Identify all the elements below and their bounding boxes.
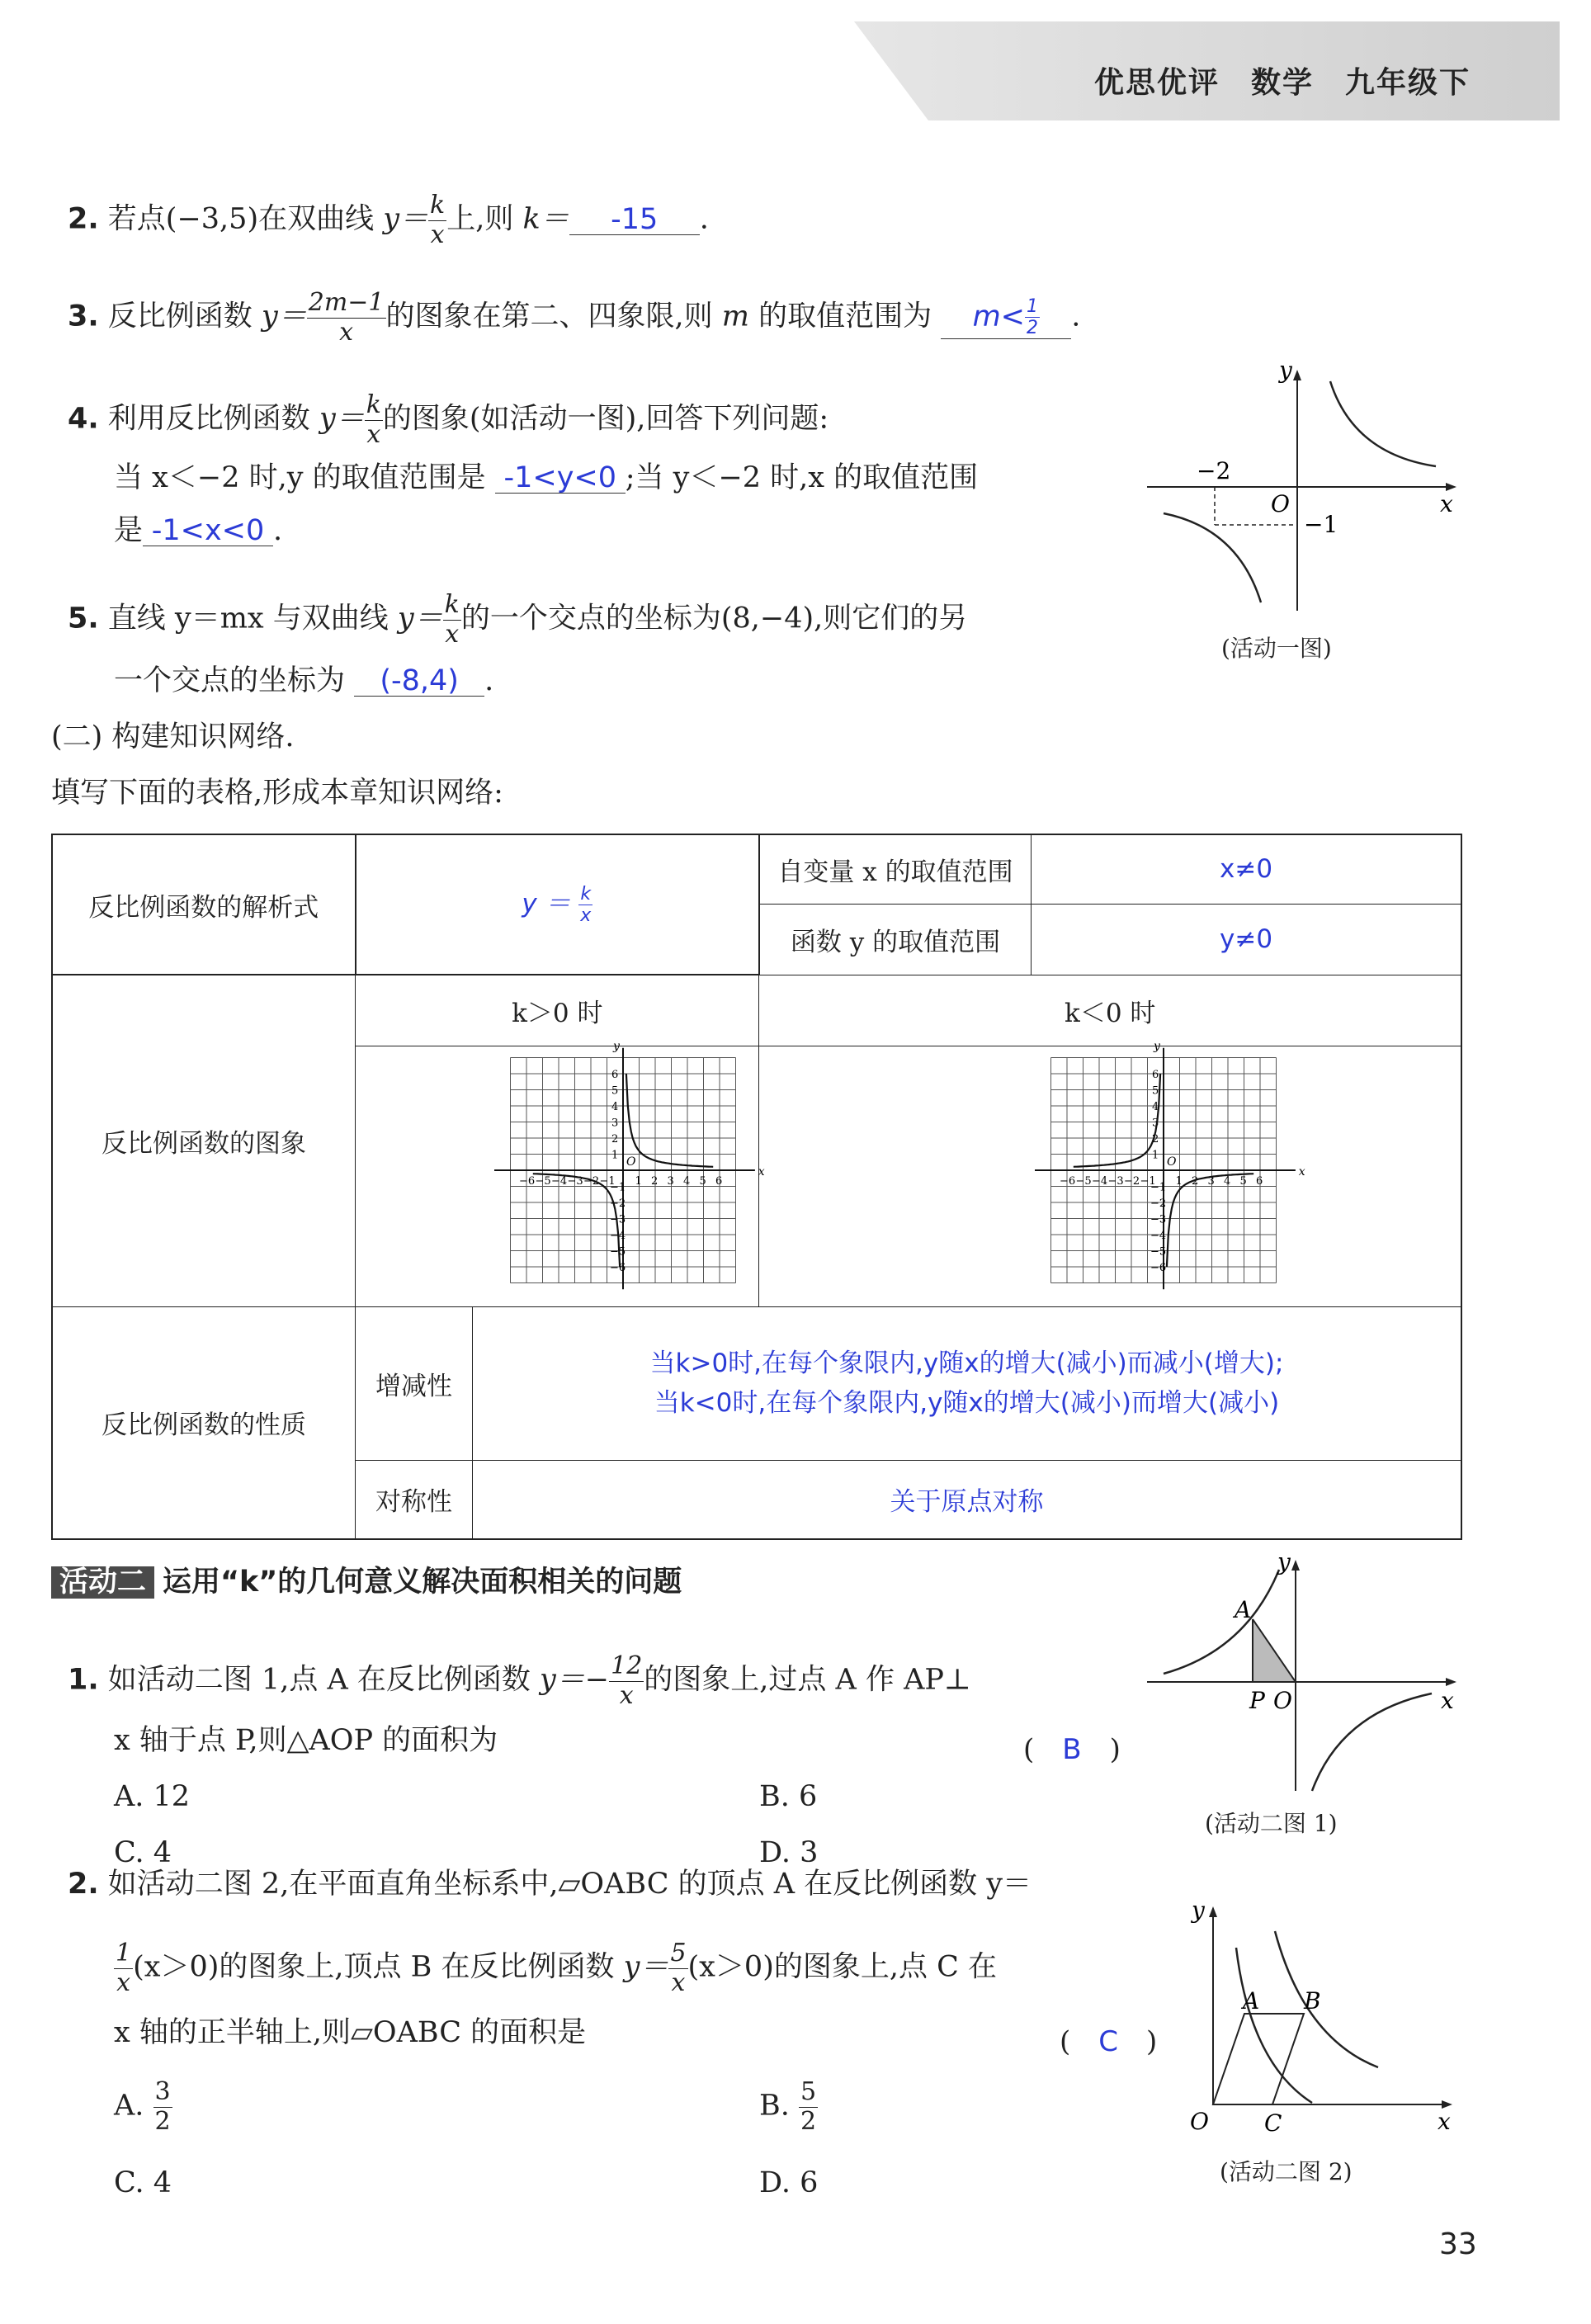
fig2-point-p: P bbox=[1249, 1687, 1265, 1714]
fig2-point-a: A bbox=[1235, 1596, 1252, 1623]
tick-label: 6 bbox=[715, 1175, 723, 1188]
figure-activity-2-1 bbox=[1139, 1548, 1469, 1799]
a2q1-option-a: A. 12 bbox=[114, 1780, 191, 1813]
fig2-y-label: y bbox=[1277, 1548, 1291, 1575]
question-5-line2: 一个交点的坐标为 (-8,4) . bbox=[114, 664, 494, 697]
fig3-origin: O bbox=[1190, 2108, 1209, 2135]
fig3-point-c: C bbox=[1264, 2109, 1282, 2137]
answer-q3[interactable]: m< $\frac{1}{2}$ bbox=[972, 295, 1038, 338]
a2q2-option-a: A. $\frac{3}{2}$ bbox=[114, 2077, 171, 2136]
range-label: 函数 y 的取值范围 bbox=[759, 904, 1032, 975]
fig1-tick-x: −2 bbox=[1197, 457, 1231, 484]
a2q2-answer-bracket: ( C ) bbox=[1060, 2025, 1158, 2058]
figure-activity-2-2 bbox=[1172, 1898, 1469, 2137]
tick-label: 1 bbox=[611, 1149, 619, 1162]
y-label: y bbox=[1154, 1039, 1160, 1053]
fig1-origin: O bbox=[1271, 490, 1290, 517]
tick-label: −1 bbox=[1150, 1181, 1167, 1194]
a2-question-1-line2: x 轴于点 P,则△AOP 的面积为 bbox=[114, 1724, 498, 1757]
tick-label: −4 bbox=[610, 1230, 626, 1242]
a2q1-option-d: D. 3 bbox=[759, 1836, 819, 1869]
tick-label: −4 bbox=[1092, 1175, 1108, 1188]
graph-k-negative bbox=[999, 1039, 1329, 1304]
tick-label: −4 bbox=[1150, 1230, 1167, 1242]
answer-monotonicity-1[interactable]: 当k>0时,在每个象限内,y随x的增大(减小)而减小(增大); bbox=[649, 1348, 1284, 1378]
row-formula-label: 反比例函数的解析式 bbox=[52, 834, 356, 975]
fig2-caption: (活动二图 1) bbox=[1205, 1810, 1338, 1837]
mono-label: 增减性 bbox=[356, 1306, 473, 1460]
tick-label: −1 bbox=[599, 1175, 616, 1188]
tick-label: −5 bbox=[1150, 1245, 1167, 1259]
tick-label: −2 bbox=[610, 1197, 626, 1210]
graph-k-positive bbox=[458, 1039, 788, 1304]
answer-symmetry[interactable]: 关于原点对称 bbox=[890, 1487, 1044, 1518]
header-title: 优思优评 数学 九年级下 bbox=[1093, 66, 1471, 100]
fig1-caption: (活动一图) bbox=[1221, 635, 1332, 662]
a2q2-option-d: D. 6 bbox=[759, 2166, 819, 2199]
tick-label: −4 bbox=[551, 1175, 568, 1188]
kneg-header: k＜0 时 bbox=[759, 975, 1461, 1046]
answer-monotonicity-2[interactable]: 当k<0时,在每个象限内,y随x的增大(减小)而增大(减小) bbox=[654, 1388, 1280, 1418]
origin-label: O bbox=[1167, 1155, 1177, 1169]
kpos-header: k＞0 时 bbox=[356, 975, 759, 1046]
tick-label: −6 bbox=[1060, 1175, 1076, 1188]
question-3: 3. 反比例函数 y＝ $\frac{2m-1}{x}$ 的图象在第二、四象限,则 m 的取值范围为 m< $\frac{1}{2}$ . bbox=[68, 288, 1081, 347]
sym-label: 对称性 bbox=[356, 1460, 473, 1539]
fig2-origin: O bbox=[1273, 1687, 1292, 1714]
a2q1-answer-bracket: ( B ) bbox=[1023, 1733, 1121, 1766]
tick-label: 1 bbox=[635, 1175, 642, 1188]
tick-label: 3 bbox=[1152, 1117, 1159, 1130]
tick-label: −6 bbox=[519, 1175, 536, 1188]
tick-label: 2 bbox=[651, 1175, 659, 1188]
fig2-x-label: x bbox=[1441, 1687, 1454, 1714]
tick-label: −5 bbox=[1075, 1175, 1092, 1188]
fig1-tick-y: −1 bbox=[1304, 511, 1338, 538]
answer-range[interactable]: y≠0 bbox=[1220, 924, 1273, 954]
a2q2-option-b: B. $\frac{5}{2}$ bbox=[759, 2077, 817, 2136]
tick-label: 2 bbox=[1192, 1175, 1199, 1188]
tick-label: −1 bbox=[610, 1181, 626, 1194]
tick-label: 5 bbox=[1239, 1175, 1247, 1188]
fig1-x-label: x bbox=[1440, 490, 1453, 517]
fig1-y-label: y bbox=[1279, 357, 1292, 384]
activity2-badge: 活动二 bbox=[51, 1566, 154, 1599]
tick-label: 3 bbox=[1207, 1175, 1215, 1188]
tick-label: 6 bbox=[1256, 1175, 1263, 1188]
tick-label: 5 bbox=[611, 1084, 619, 1098]
question-5: 5. 直线 y＝mx 与双曲线 y＝ $\frac{k}{x}$ 的一个交点的坐标为(8,−4),则它们的另 bbox=[68, 590, 968, 649]
tick-label: −3 bbox=[610, 1213, 626, 1226]
fig3-point-a: A bbox=[1243, 1987, 1260, 2015]
tick-label: −3 bbox=[1150, 1213, 1167, 1226]
tick-label: 5 bbox=[1152, 1084, 1159, 1098]
tick-label: 2 bbox=[1152, 1133, 1159, 1145]
a2-question-2-line2: $\frac{1}{x}$ (x＞0)的图象上,顶点 B 在反比例函数 y＝ $\frac{5}{x}$ (x＞0)的图象上,点 C 在 bbox=[116, 1939, 998, 1997]
tick-label: −5 bbox=[535, 1175, 551, 1188]
fig3-x-label: x bbox=[1438, 2108, 1451, 2135]
prop-label: 反比例函数的性质 bbox=[52, 1306, 356, 1539]
tick-label: −2 bbox=[1150, 1197, 1167, 1210]
answer-q5[interactable]: (-8,4) bbox=[380, 664, 459, 697]
a2-question-1: 1. 如活动二图 1,点 A 在反比例函数 y＝− $\frac{12}{x}$ 的图象上,过点 A 作 AP⊥ bbox=[68, 1651, 971, 1710]
tick-label: −2 bbox=[583, 1175, 600, 1188]
tick-label: 4 bbox=[1224, 1175, 1231, 1188]
answer-q2[interactable]: -15 bbox=[611, 202, 659, 236]
x-label: x bbox=[1298, 1165, 1305, 1179]
tick-label: 3 bbox=[667, 1175, 674, 1188]
tick-label: −1 bbox=[1140, 1175, 1156, 1188]
fig3-caption: (活动二图 2) bbox=[1220, 2158, 1353, 2185]
y-label: y bbox=[613, 1039, 620, 1053]
section2-instruction: 填写下面的表格,形成本章知识网络: bbox=[51, 777, 503, 810]
graph-label: 反比例函数的图象 bbox=[52, 975, 356, 1306]
tick-label: −2 bbox=[1124, 1175, 1140, 1188]
answer-domain[interactable]: x≠0 bbox=[1220, 854, 1273, 885]
answer-q4-1[interactable]: -1<y<0 bbox=[503, 461, 617, 494]
fig3-point-b: B bbox=[1304, 1987, 1321, 2015]
page-number: 33 bbox=[1439, 2227, 1477, 2261]
tick-label: −6 bbox=[610, 1262, 626, 1274]
question-2: 2. 若点(−3,5)在双曲线 y＝ $\frac{k}{x}$ 上,则 k＝ -15 . bbox=[68, 191, 709, 249]
tick-label: 5 bbox=[699, 1175, 706, 1188]
question-4-line3: 是 -1<x<0 . bbox=[114, 514, 283, 547]
tick-label: −3 bbox=[567, 1175, 583, 1188]
tick-label: 1 bbox=[1175, 1175, 1183, 1188]
answer-a2q2[interactable]: C bbox=[1098, 2025, 1119, 2058]
tick-label: 1 bbox=[1152, 1149, 1159, 1162]
a2-question-2-line3: x 轴的正半轴上,则▱OABC 的面积是 bbox=[114, 2016, 587, 2049]
a2-question-2: 2. 如活动二图 2,在平面直角坐标系中,▱OABC 的顶点 A 在反比例函数 y＝ bbox=[68, 1868, 1032, 1901]
tick-label: 4 bbox=[611, 1101, 619, 1113]
tick-label: 4 bbox=[1152, 1101, 1159, 1113]
tick-label: 3 bbox=[611, 1117, 619, 1130]
domain-label: 自变量 x 的取值范围 bbox=[759, 834, 1032, 904]
tick-label: −6 bbox=[1150, 1262, 1167, 1274]
question-4-line2: 当 x＜−2 时,y 的取值范围是 -1<y<0 ;当 y＜−2 时,x 的取值范围 bbox=[114, 461, 979, 494]
a2q1-option-b: B. 6 bbox=[759, 1780, 818, 1813]
section2-title: (二) 构建知识网络. bbox=[51, 720, 295, 753]
question-4: 4. 利用反比例函数 y＝ $\frac{k}{x}$ 的图象(如活动一图),回答下列问题: bbox=[68, 390, 829, 449]
a2q2-option-c: C. 4 bbox=[114, 2166, 172, 2199]
tick-label: 2 bbox=[611, 1133, 619, 1145]
answer-q4-2[interactable]: -1<x<0 bbox=[151, 514, 265, 547]
tick-label: 4 bbox=[683, 1175, 691, 1188]
origin-label: O bbox=[626, 1155, 636, 1169]
tick-label: −5 bbox=[610, 1245, 626, 1259]
answer-formula[interactable]: y ＝ $\frac{k}{x}$ bbox=[522, 884, 592, 927]
a2q1-option-c: C. 4 bbox=[114, 1836, 172, 1869]
tick-label: 6 bbox=[1152, 1069, 1159, 1081]
activity2-title: 运用“k”的几何意义解决面积相关的问题 bbox=[163, 1566, 682, 1599]
answer-a2q1[interactable]: B bbox=[1062, 1733, 1082, 1766]
tick-label: 6 bbox=[611, 1069, 619, 1081]
figure-activity-1 bbox=[1139, 357, 1469, 627]
x-label: x bbox=[758, 1165, 765, 1179]
activity2-heading bbox=[51, 1566, 682, 1599]
tick-label: −3 bbox=[1107, 1175, 1124, 1188]
fig3-y-label: y bbox=[1192, 1897, 1205, 1924]
